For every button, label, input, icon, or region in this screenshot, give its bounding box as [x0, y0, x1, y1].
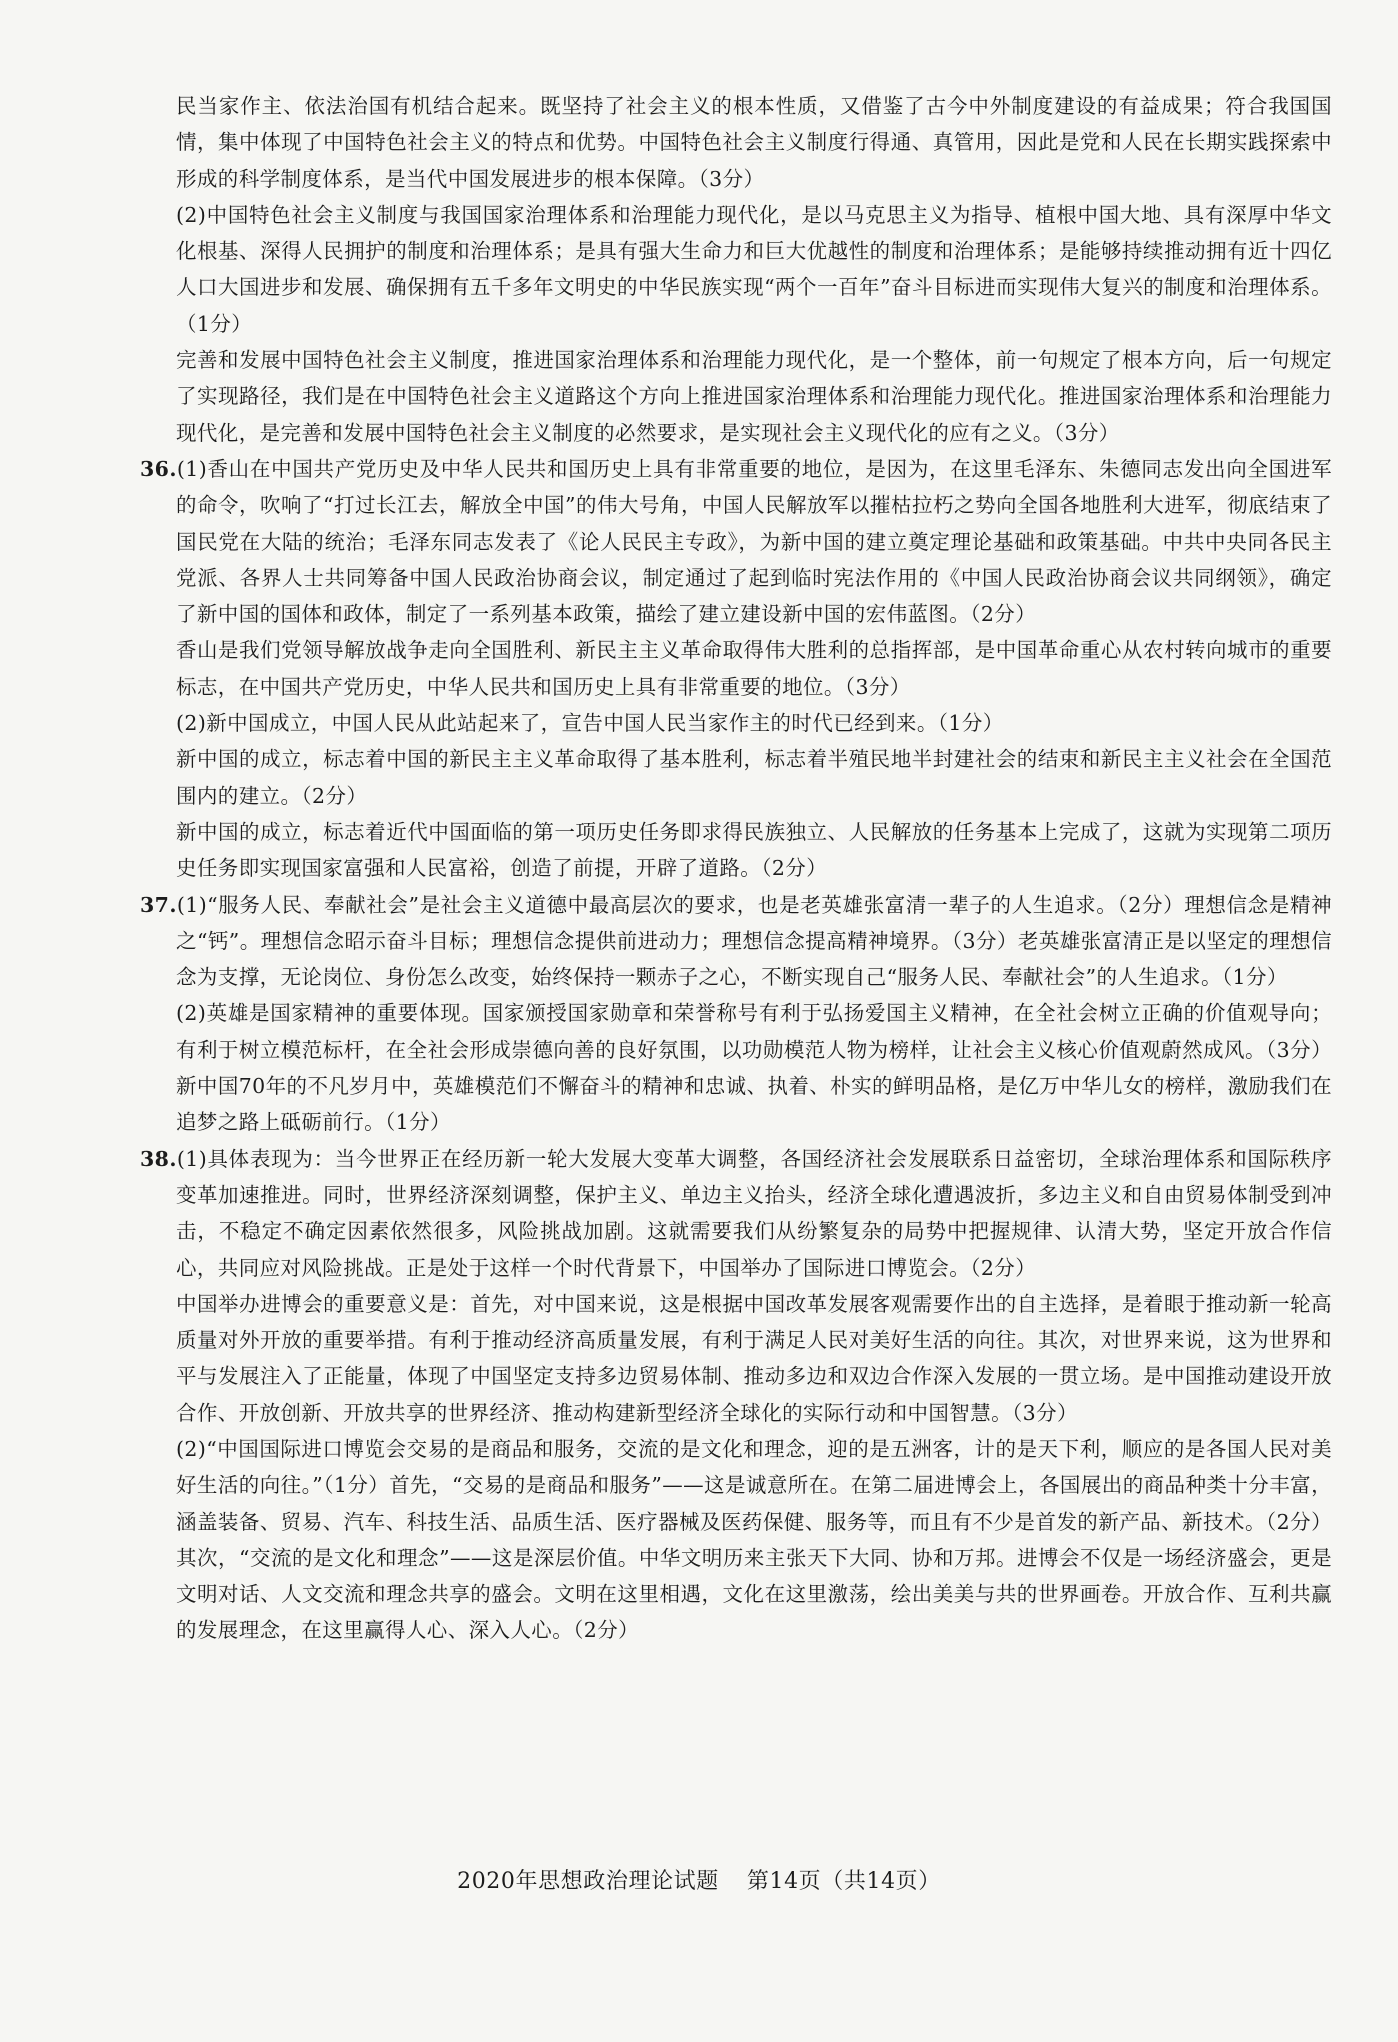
- paragraph: (2)“中国国际进口博览会交易的是商品和服务，交流的是文化和理念，迎的是五洲客，计的是天下利，顺应的是各国人民对美好生活的向往。”（1分）首先，“交易的是商品和服务”——这是诚意所在。在第二届进博会上，各国展出的商品种类十分丰富，涵盖装备、贸易、汽车、科技生活、品质生活、医疗器械及医药保健、服务等，而且有不少是首发的新产品、新技术。（2分）其次，“交流的是文化和理念”——这是深层价值。中华文明历来主张天下大同、协和万邦。进博会不仅是一场经济盛会，更是文明对话、人文交流和理念共享的盛会。文明在这里相遇，文化在这里激荡，绘出美美与共的世界画卷。开放合作、互利共赢的发展理念，在这里赢得人心、深入人心。（2分）: [176, 1436, 1332, 1643]
- paragraph: 香山是我们党领导解放战争走向全国胜利、新民主主义革命取得伟大胜利的总指挥部，是中国革命重心从农村转向城市的重要标志，在中国共产党历史，中华人民共和国历史上具有非常重要的地位。（3分）: [176, 638, 1332, 699]
- page-footer: [0, 1864, 1398, 1895]
- paragraph: 新中国的成立，标志着近代中国面临的第一项历史任务即求得民族独立、人民解放的任务基本上完成了，这就为实现第二项历史任务即实现国家富强和人民富裕，创造了前提，开辟了道路。（2分）: [176, 819, 1332, 881]
- question-37-part-1: 37.(1)“服务人民、奉献社会”是社会主义道德中最高层次的要求，也是老英雄张富清一辈子的人生追求。（2分）理想信念是精神之“钙”。理想信念昭示奋斗目标；理想信念提供前进动力；理想信念提高精神境界。（3分）老英雄张富清正是以坚定的理想信念为支撑，无论岗位、身份怎么改变，始终保持一颗赤子之心，不断实现自己“服务人民、奉献社会”的人生追求。（1分）: [140, 892, 1332, 990]
- question-38-part-1: 38.(1)具体表现为：当今世界正在经历新一轮大发展大变革大调整，各国经济社会发展联系日益密切，全球治理体系和国际秩序变革加速推进。同时，世界经济深刻调整，保护主义、单边主义抬头，经济全球化遭遇波折，多边主义和自由贸易体制受到冲击，不稳定不确定因素依然很多，风险挑战加剧。这就需要我们从纷繁复杂的局势中把握规律、认清大势，坚定开放合作信心，共同应对风险挑战。正是处于这样一个时代背景下，中国举办了国际进口博览会。（2分）: [140, 1146, 1332, 1280]
- question-number: 37.: [140, 892, 177, 917]
- paragraph: 中国举办进博会的重要意义是：首先，对中国来说，这是根据中国改革发展客观需要作出的自主选择，是着眼于推动新一轮高质量对外开放的重要举措。有利于推动经济高质量发展，有利于满足人民对美好生活的向往。其次，对世界来说，这为世界和平与发展注入了正能量，体现了中国坚定支持多边贸易体制、推动多边和双边合作深入发展的一贯立场。是中国推动建设开放合作、开放创新、开放共享的世界经济、推动构建新型经济全球化的实际行动和中国智慧。（3分）: [176, 1291, 1332, 1425]
- paragraph: 新中国的成立，标志着中国的新民主主义革命取得了基本胜利，标志着半殖民地半封建社会的结束和新民主主义社会在全国范围内的建立。（2分）: [176, 747, 1332, 808]
- page-number: 第14页（共14页）: [746, 1869, 941, 1894]
- paragraph: (2)中国特色社会主义制度与我国国家治理体系和治理能力现代化，是以马克思主义为指导、植根中国大地、具有深厚中华文化根基、深得人民拥护的制度和治理体系；是具有强大生命力和巨大优越性的制度和治理体系；是能够持续推动拥有近十四亿人口大国进步和发展、确保拥有五千多年文明史的中华民族实现“两个一百年”奋斗目标进而实现伟大复兴的制度和治理体系。（1分）: [176, 202, 1332, 336]
- question-number: 38.: [140, 1146, 177, 1171]
- exam-title: 2020年思想政治理论试题: [457, 1869, 719, 1894]
- paragraph: (2)英雄是国家精神的重要体现。国家颁授国家勋章和荣誉称号有利于弘扬爱国主义精神，在全社会树立正确的价值观导向；有利于树立模范标杆，在全社会形成崇德向善的良好氛围，以功勋模范人物为榜样，让社会主义核心价值观蔚然成风。（3分）新中国70年的不凡岁月中，英雄模范们不懈奋斗的精神和忠诚、执着、朴实的鲜明品格，是亿万中华儿女的榜样，激励我们在追梦之路上砥砺前行。（1分）: [176, 1001, 1332, 1135]
- paragraph: 民当家作主、依法治国有机结合起来。既坚持了社会主义的根本性质，又借鉴了古今中外制度建设的有益成果；符合我国国情，集中体现了中国特色社会主义的特点和优势。中国特色社会主义制度行得通、真管用，因此是党和人民在长期实践探索中形成的科学制度体系，是当代中国发展进步的根本保障。（3分）: [176, 94, 1332, 191]
- paragraph: 完善和发展中国特色社会主义制度，推进国家治理体系和治理能力现代化，是一个整体，前一句规定了根本方向，后一句规定了实现路径，我们是在中国特色社会主义道路这个方向上推进国家治理体系和治理能力现代化。推进国家治理体系和治理能力现代化，是完善和发展中国特色社会主义制度的必然要求，是实现社会主义现代化的应有之义。（3分）: [176, 348, 1332, 445]
- question-36-part-1: 36.(1)香山在中国共产党历史及中华人民共和国历史上具有非常重要的地位，是因为，在这里毛泽东、朱德同志发出向全国进军的命令，吹响了“打过长江去，解放全中国”的伟大号角，中国人民解放军以摧枯拉朽之势向全国各地胜利大进军，彻底结束了国民党在大陆的统治；毛泽东同志发表了《论人民民主专政》，为新中国的建立奠定理论基础和政策基础。中共中央同各民主党派、各界人士共同筹备中国人民政治协商会议，制定通过了起到临时宪法作用的《中国人民政治协商会议共同纲领》，确定了新中国的国体和政体，制定了一系列基本政策，描绘了建立建设新中国的宏伟蓝图。（2分）: [140, 456, 1332, 627]
- answer-body: [140, 88, 1332, 1649]
- paragraph: (2)新中国成立，中国人民从此站起来了，宣告中国人民当家作主的时代已经到来。（1分）: [176, 711, 1004, 736]
- question-number: 36.: [140, 456, 177, 481]
